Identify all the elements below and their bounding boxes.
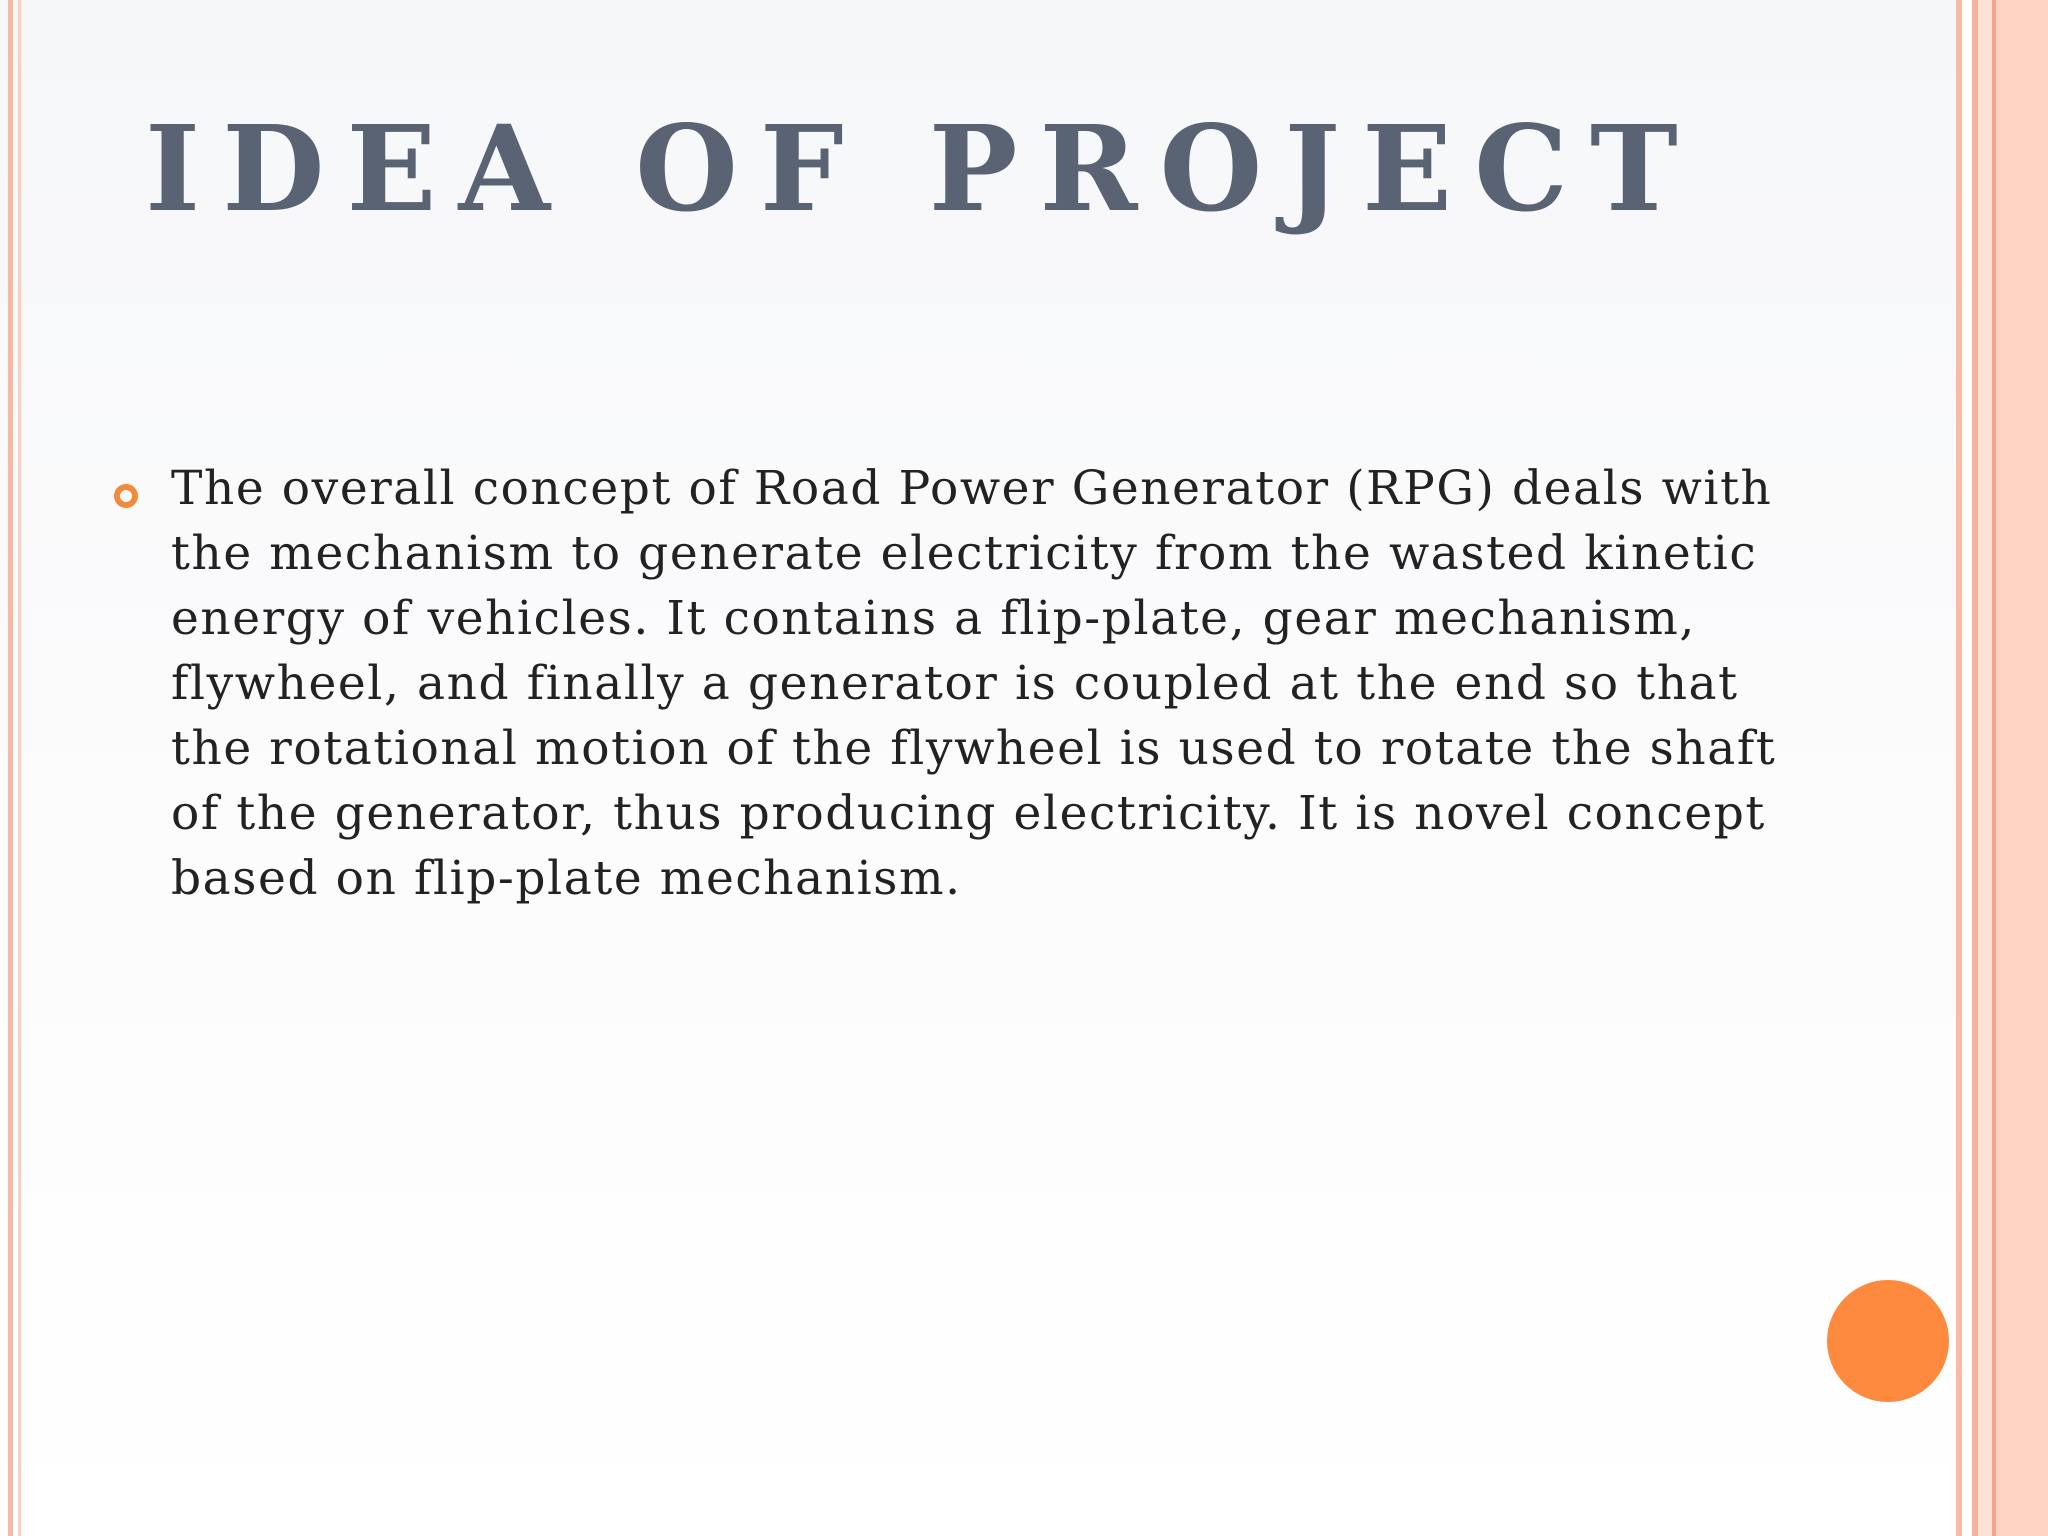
right-border-gap (1962, 0, 1972, 1536)
ring-bullet-icon (114, 484, 138, 508)
right-border-line (1992, 0, 1996, 1536)
left-border-stripe (8, 0, 13, 1536)
right-border-gap (1978, 0, 1992, 1536)
orange-circle-decoration (1827, 1280, 1949, 1402)
left-border-stripe-inner (18, 0, 21, 1536)
bullet-text: The overall concept of Road Power Generator (RPG) deals with the mechanism to generate electricity from the wasted kinetic energy of vehicles. It contains a flip-plate, gear mechanism, flywheel, and finally a generator is coupled at the end so that the rotational motion of the flywheel is used to rotate the shaft of the generator, thus producing electricity. It is novel concept based on flip-plate mechanism. (171, 461, 1777, 906)
slide-title: IDEA OF PROJECT (145, 99, 1700, 238)
